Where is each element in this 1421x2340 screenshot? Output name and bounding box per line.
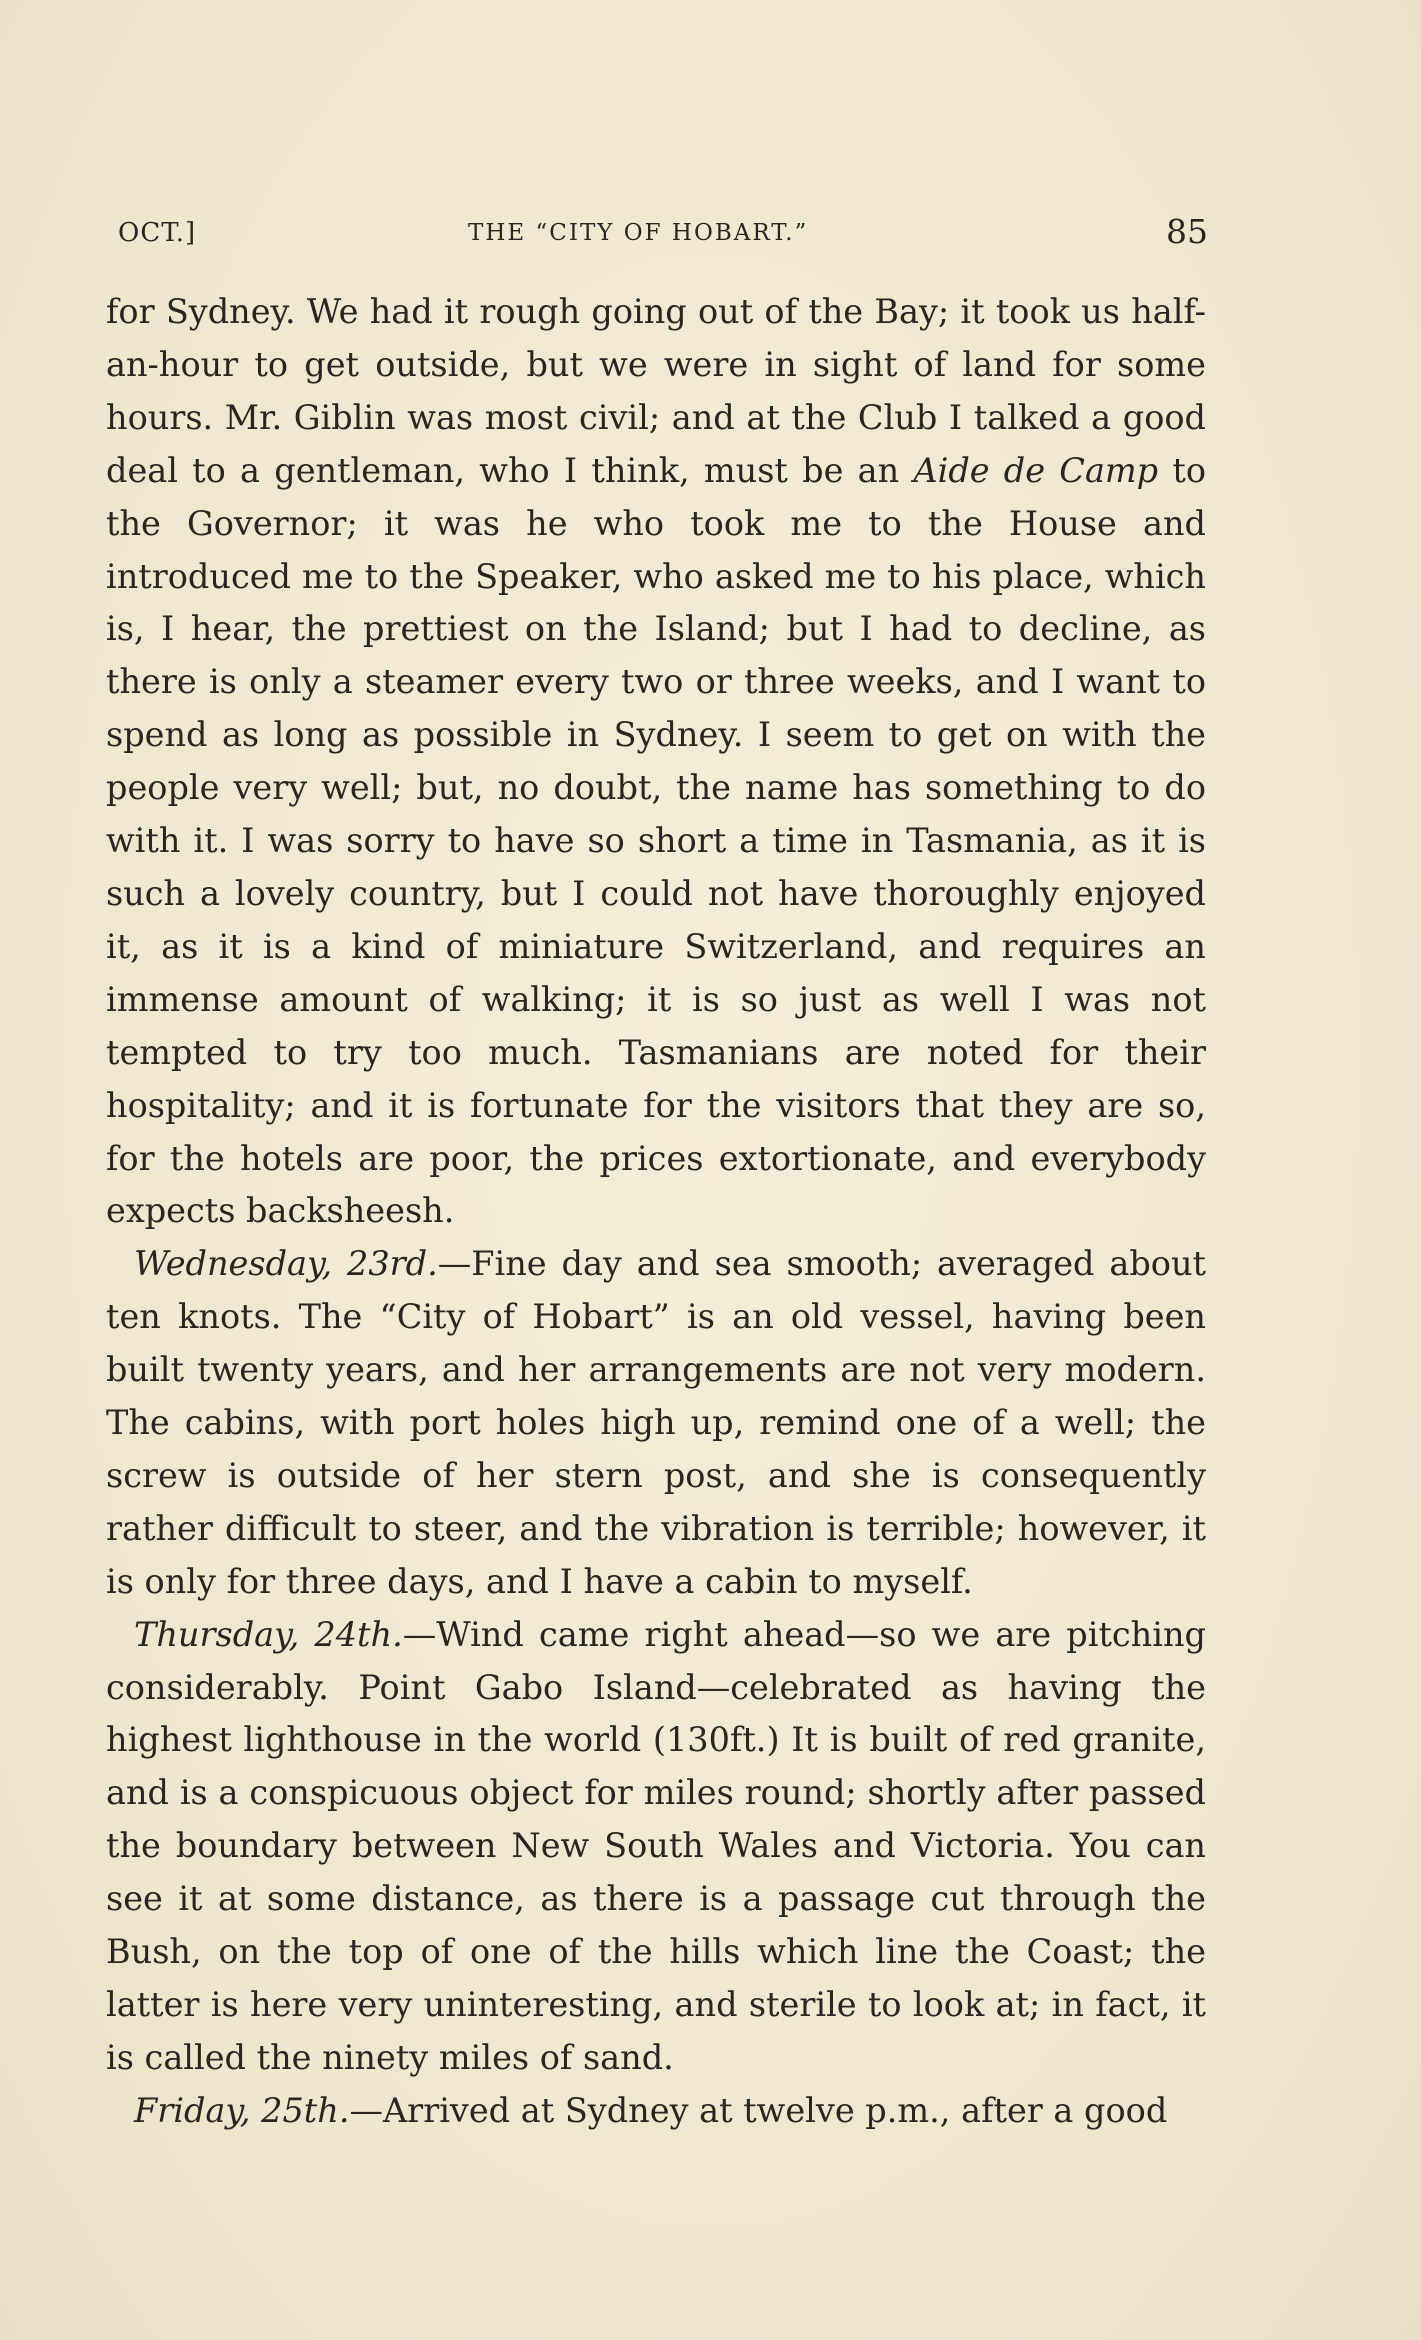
running-head-month: OCT.] <box>118 218 197 248</box>
entry-date: Thursday, 24th. <box>134 1614 403 1654</box>
diary-entry-wednesday <box>106 1238 1206 1608</box>
running-head-title: THE “CITY OF HOBART.” <box>468 220 809 246</box>
italic-phrase: Aide de Camp <box>913 450 1159 490</box>
paragraph-text: to the Governor; it was he who took me to the House and introduced me to the Speaker, who asked me to his place, which is, I hear, the prettiest on the Island; but I had to decline, as there is only a steamer every two or three weeks, and I want to spend as long as possible in Sydney. I seem to get on with the people very well; but, no doubt, the name has something to do with it. I was sorry to have so short a time in Tasmania, as it is such a lovely country, but I could not have thoroughly enjoyed it, as it is a kind of miniature Switzerland, and requires an immense amount of walking; it is so just as well I was not tempted to try too much. Tasmanians are noted for their hospitality; and it is fortunate for the visitors that they are so, for the hotels are poor, the prices extortionate, and everybody expects backsheesh. <box>106 450 1207 1231</box>
entry-date: Wednesday, 23rd. <box>134 1244 438 1284</box>
entry-text: —Fine day and sea smooth; averaged about ten knots. The “City of Hobart” is an old vessel, having been built twenty years, and her arrangements are not very modern. The cabins, with port holes high up, remind one of a well; the screw is outside of her stern post, and she is consequently rather difficult to steer, and the vibration is terrible; however, it is only for three days, and I have a cabin to myself. <box>106 1244 1206 1601</box>
page-number: 85 <box>1166 212 1208 251</box>
diary-entry-friday <box>106 2085 1206 2138</box>
paragraph-continuation <box>106 286 1206 1238</box>
paragraph-text: for Sydney. We had it rough going out of the Bay; it took us half-an-hour to get outside, but we were in sight of land for some hours. Mr. Giblin was most civil; and at the Club I talked a good deal to a gentleman, who I think, must be an <box>106 292 1206 490</box>
entry-text: —Wind came right ahead—so we are pitching considerably. Point Gabo Island—celebrated as having the highest lighthouse in the world (130ft.) It is built of red granite, and is a conspicuous object for miles round; shortly after passed the boundary between New South Wales and Victoria. You can see it at some distance, as there is a passage cut through the Bush, on the top of one of the hills which line the Coast; the latter is here very uninteresting, and sterile to look at; in fact, it is called the ninety miles of sand. <box>106 1614 1206 2077</box>
diary-entry-thursday <box>106 1609 1206 2085</box>
running-head <box>118 212 1208 262</box>
entry-text: —Arrived at Sydney at twelve p.m., after a good <box>349 2090 1168 2130</box>
body-text <box>106 286 1206 2138</box>
entry-date: Friday, 25th. <box>134 2090 350 2130</box>
